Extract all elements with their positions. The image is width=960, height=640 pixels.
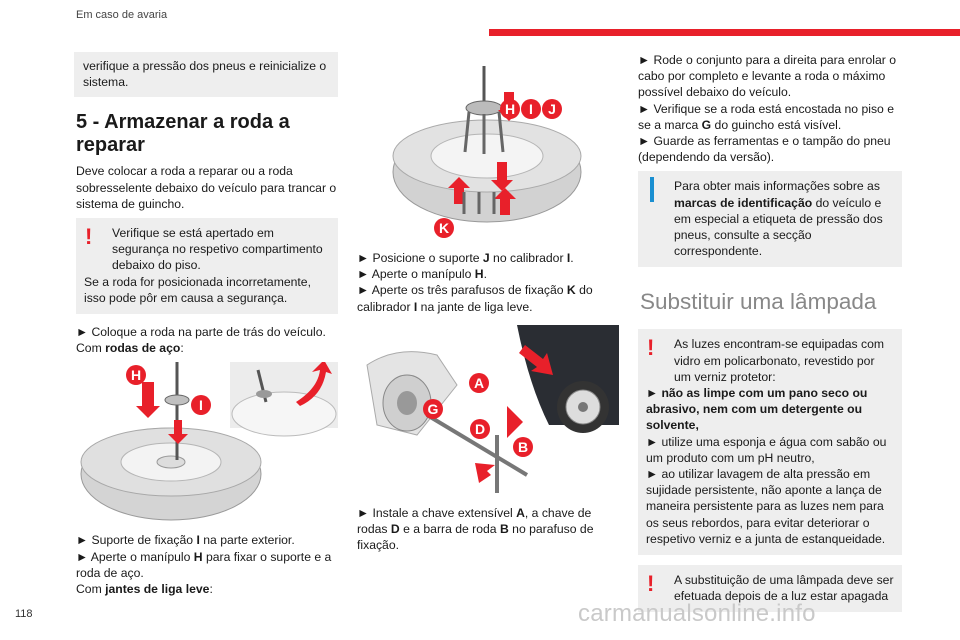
section-heading-store-wheel: 5 - Armazenar a roda a reparar [76,111,290,157]
winch-figure [357,325,619,493]
alloy-wheel-illustration [357,52,619,242]
step-install-wrench: ► Instale a chave extensível A, a chave de rodas D e a barra de roda B no parafuso de fixação. [357,505,594,553]
info-text: Para obter mais informações sobre as marcas de identificação do veículo e em especial a etiqueta de pressão dos pneus, consulte a secção correspondente. [674,179,883,259]
bulb-off-text: A substituição de uma lâmpada deve ser efetuada depois de a luz estar apagada [674,573,894,604]
continuation-text: verifique a pressão dos pneus e reinicialize o sistema. [83,59,327,90]
page-number: 118 [15,608,33,620]
svg-text:B: B [517,438,529,455]
header-accent-bar [489,29,960,36]
use-sponge: ► utilize uma esponja e água com sabão ou um produto com um pH neutro, [646,434,887,465]
continuation-box [74,52,338,97]
warning-icon: ! [85,224,93,250]
column-3 [638,52,902,622]
svg-text:I: I [529,101,533,117]
steel-wheel-figure [76,362,338,522]
do-not-clean-dry: ► não as limpe com um pano seco ou abrasivo, nem com um detergente ou solvente, [646,386,868,433]
warning-text-2: Se a roda for posicionada incorretamente, isso pode pôr em causa a segurança. [84,274,311,305]
step-place-wheel: ► Coloque a roda na parte de trás do veículo. [76,325,326,340]
intro-paragraph: Deve colocar a roda a reparar ou a roda sobresselente debaixo do veículo para trancar o sistema de guincho. [76,164,337,211]
info-box [638,171,902,267]
step-tighten-h: ► Aperte o manípulo H. [357,267,487,282]
svg-text:D: D [474,420,486,437]
column-2 [357,52,619,559]
alloy-wheel-figure [357,52,619,242]
svg-text:K: K [438,220,450,236]
svg-text:A: A [473,374,485,391]
warning-box-polycarbonate [638,329,902,555]
polycarbonate-intro: As luzes encontram-se equipadas com vidro em policarbonato, revestido por um verniz protetor: [674,337,885,384]
warning-icon: ! [647,335,655,361]
step-rotate-assembly: ► Rode o conjunto para a direita para enrolar o cabo por completo e levante a roda o máximo possível debaixo do veículo. [638,53,897,100]
watermark: carmanualsonline.info [578,600,816,627]
svg-text:I: I [199,397,203,414]
step-fixing-bracket: ► Suporte de fixação I na parte exterior. [76,533,295,548]
svg-text:H: H [504,101,516,117]
warning-text-1: Verifique se está apertado em segurança no respetivo compartimento debaixo do piso. [112,226,323,273]
step-position-support: ► Posicione o suporte J no calibrador I. [357,251,574,265]
warning-icon: ! [647,571,655,597]
info-icon [650,180,654,202]
running-header: Em caso de avaria [76,9,168,21]
section-heading-replace-bulb: Substituir uma lâmpada [640,289,877,315]
svg-text:G: G [427,400,439,417]
steel-wheel-illustration [76,362,338,522]
column-1 [76,52,338,603]
step-steel-wheels: Com rodas de aço: [76,341,184,356]
step-check-mark: ► Verifique se a roda está encostada no piso e se a marca G do guincho está visível. [638,101,894,132]
step-tighten-screws: ► Aperte os três parafusos de fixação K do calibrador I na jante de liga leve. [357,283,593,314]
step-store-tools: ► Guarde as ferramentas e o tampão do pneu (dependendo da versão). [638,134,891,165]
winch-illustration [357,325,619,493]
svg-text:J: J [548,101,556,117]
svg-text:H: H [130,367,142,384]
step-tighten-handle: ► Aperte o manípulo H para fixar o suporte e a roda de aço. [76,549,332,580]
step-alloy-wheels: Com jantes de liga leve: [76,582,213,597]
pressure-washing: ► ao utilizar lavagem de alta pressão em sujidade persistente, não aponte a lança de maneira persistente para as luzes nem para os seus rebordos, para evitar deteriorar o respetivo verniz e a junta de estanqueidade. [646,467,886,546]
warning-box [76,218,338,314]
